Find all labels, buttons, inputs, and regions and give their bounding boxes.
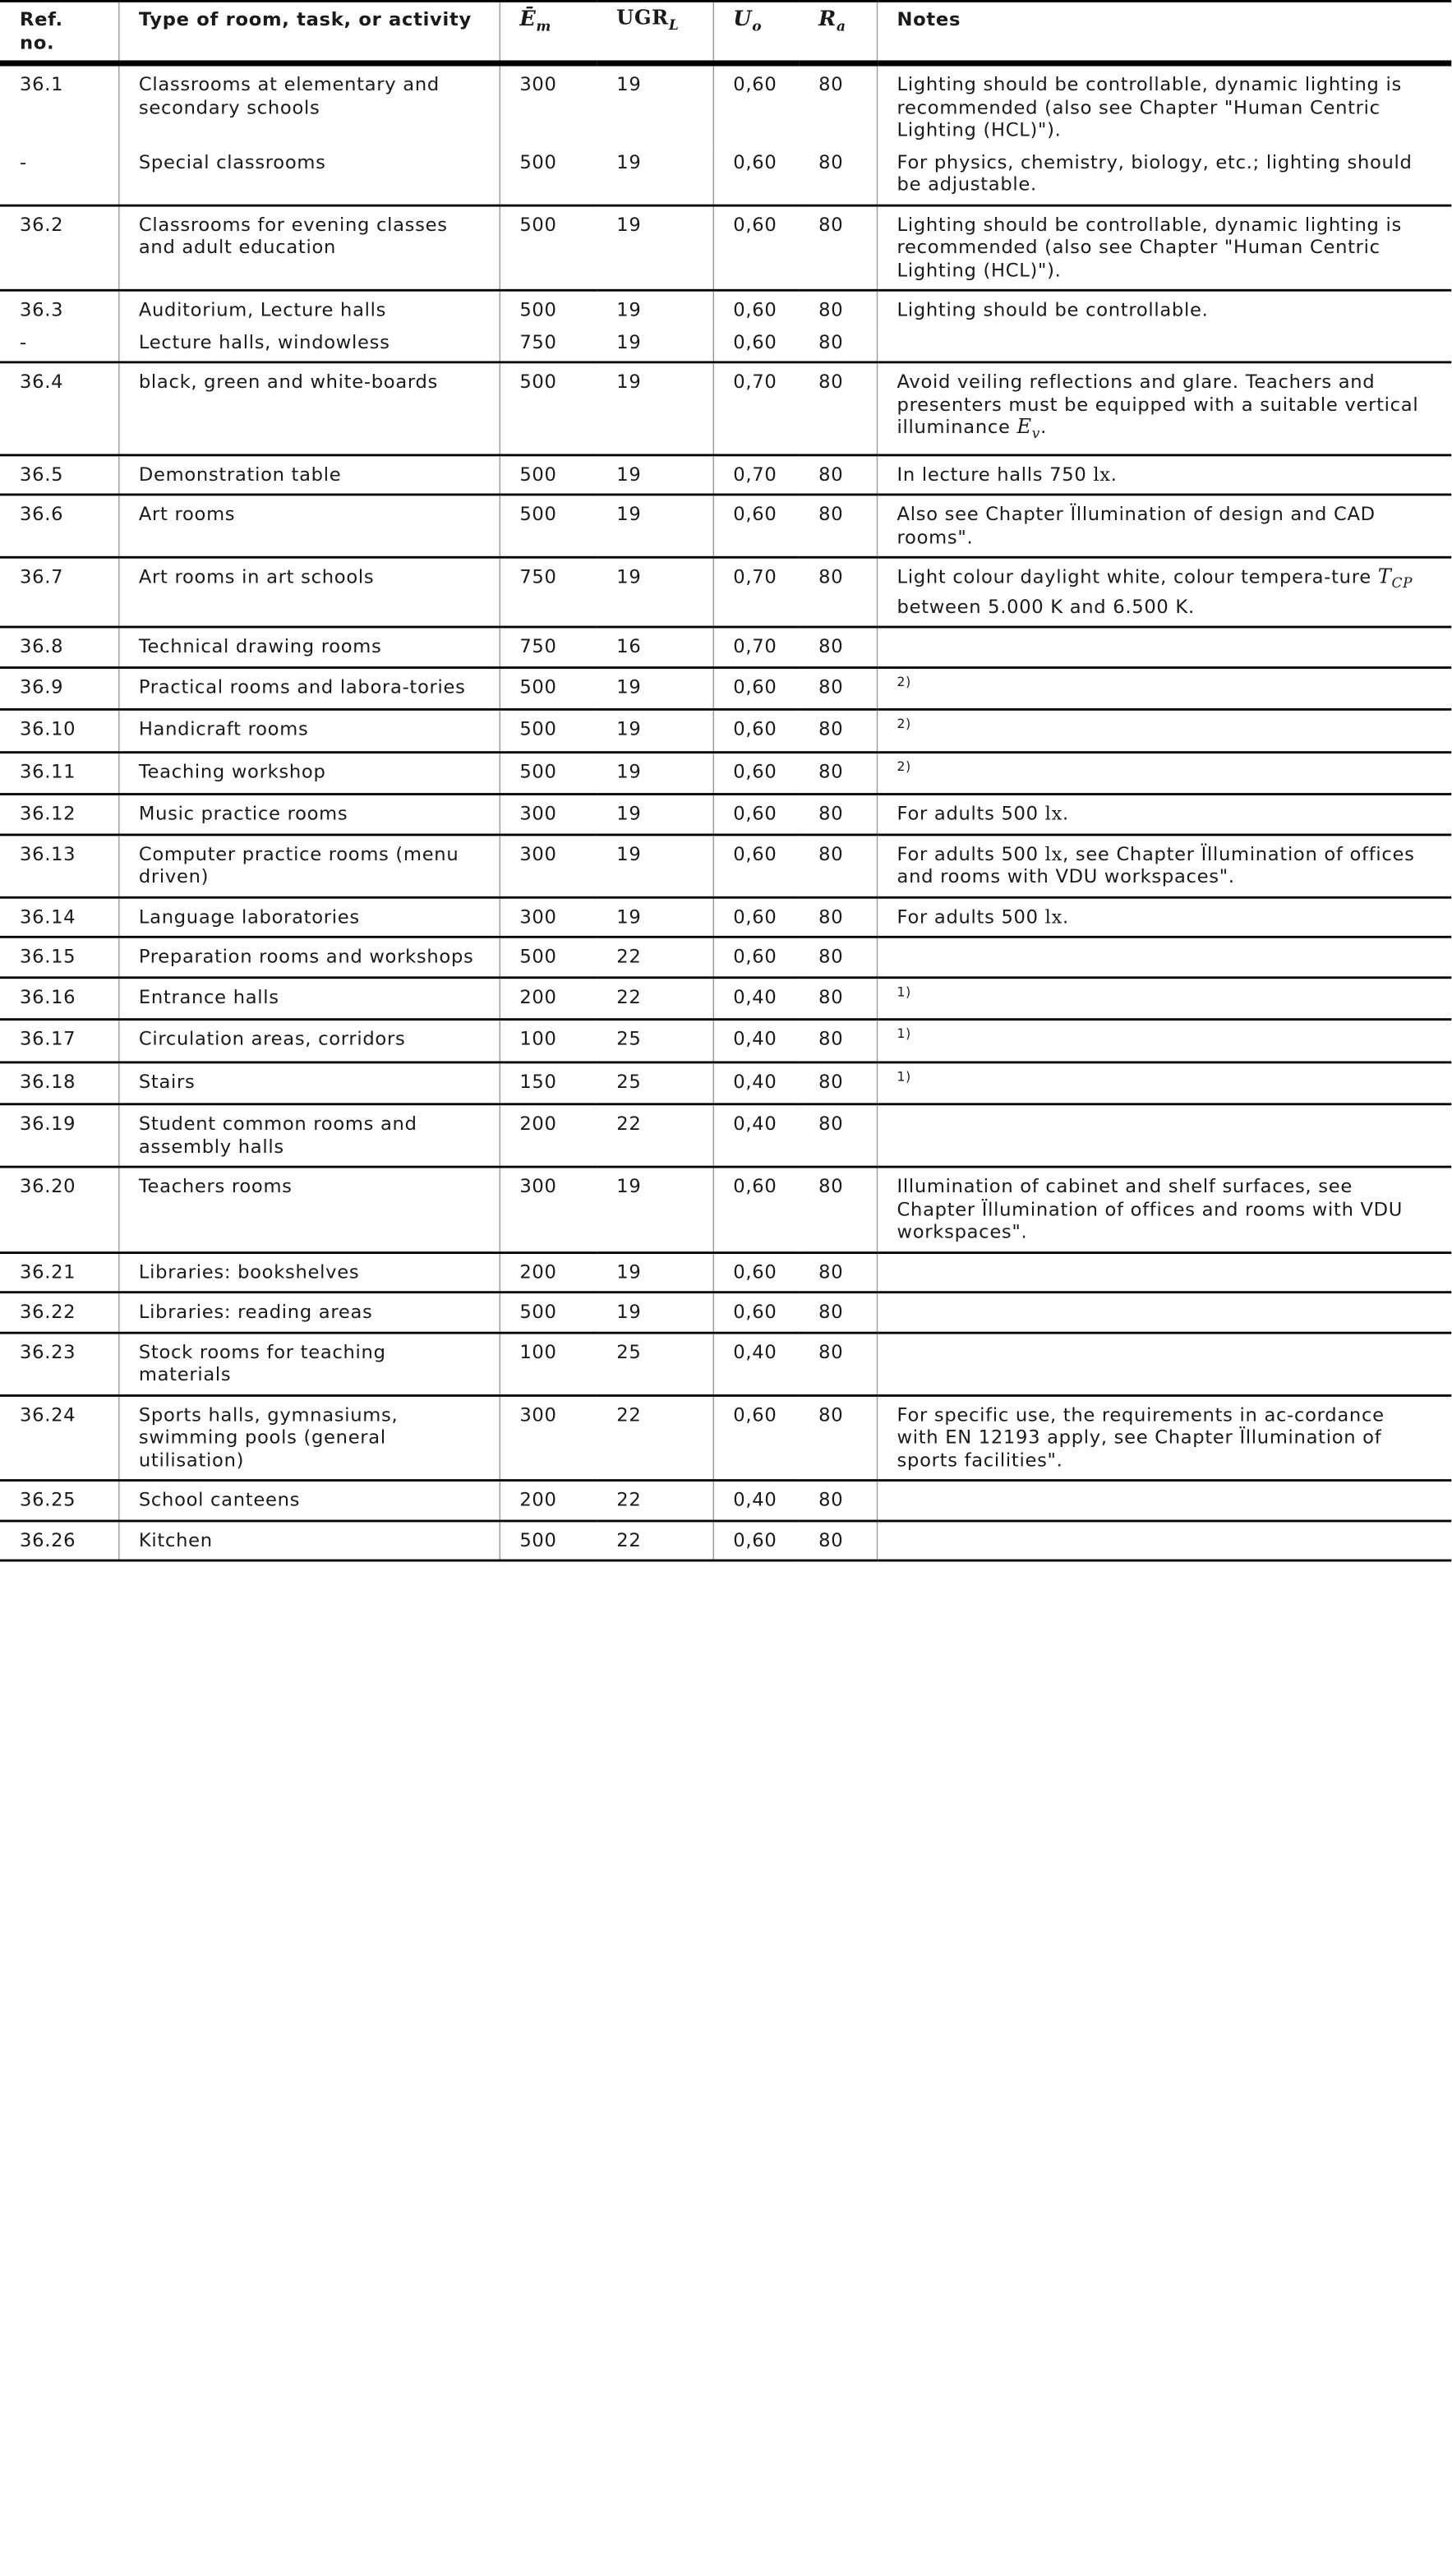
ref-no-cell: 36.26 — [0, 1521, 118, 1561]
uo-value-cell: 0,60 — [713, 752, 800, 795]
ref-no-cell: 36.12 — [0, 795, 118, 835]
em-value-cell: 500 — [500, 710, 597, 753]
notes-text: For adults 500 — [897, 842, 1039, 865]
ugr-value-cell: 16 — [597, 628, 712, 668]
uo-value-cell: 0,70 — [713, 558, 800, 628]
room-type-cell: Language laboratories — [118, 897, 499, 938]
ref-no-cell: 36.10 — [0, 710, 118, 753]
room-type-cell: Stairs — [118, 1062, 499, 1105]
notes-cell — [877, 752, 1451, 795]
em-value-cell: 300 — [500, 835, 597, 897]
ref-no-cell: 36.18 — [0, 1062, 118, 1105]
ra-value-cell: 80 — [799, 938, 877, 978]
header-colour-rendering — [799, 1, 877, 63]
room-type-cell: Music practice rooms — [118, 795, 499, 835]
em-value-cell: 500 — [500, 1293, 597, 1333]
uo-value-cell: 0,40 — [713, 1333, 800, 1395]
header-ra-subscript: a — [837, 18, 846, 35]
uo-value-cell: 0,60 — [733, 329, 777, 353]
room-type-cell: Classrooms at elementary and secondary schools — [118, 63, 499, 145]
ref-no-cell: 36.20 — [0, 1168, 118, 1253]
room-type-cell: black, green and white-boards — [118, 362, 499, 455]
notes-cell — [877, 897, 1451, 938]
ugr-value-cell: 25 — [597, 1020, 712, 1062]
uo-value-cell: 0,60 — [713, 667, 800, 710]
ref-no-cell: 36.5 — [0, 454, 118, 495]
room-type-cell: Teaching workshop — [118, 752, 499, 795]
notes-cell — [877, 290, 1451, 325]
em-value-cell: 500 — [500, 752, 597, 795]
notes-unit: lx — [1044, 905, 1063, 928]
table-row — [0, 795, 1451, 835]
ref-no-cell: - — [0, 325, 118, 362]
notes-cell — [877, 145, 1451, 205]
table-row — [0, 1168, 1451, 1253]
notes-text: Lighting should be controllable, dynamic lighting is recommended (also see Chapter "Human Centric Lighting (HCL)"). — [897, 73, 1402, 141]
ref-no-cell: 36.8 — [0, 628, 118, 668]
uo-value-cell: 0,60 — [713, 1168, 800, 1253]
ugr-value-cell: 19 — [597, 454, 712, 495]
table-header — [0, 1, 1451, 63]
em-value-cell: 100 — [500, 1020, 597, 1062]
em-value-cell: 500 — [500, 667, 597, 710]
ugr-value-cell: 19 — [597, 795, 712, 835]
room-type-cell: Circulation areas, corridors — [118, 1020, 499, 1062]
room-type-cell: Technical drawing rooms — [118, 628, 499, 668]
em-value-cell: 500 — [500, 495, 597, 557]
em-value-cell: 500 — [500, 290, 597, 325]
ra-value-cell: 80 — [799, 628, 877, 668]
uo-value-cell: 0,70 — [713, 454, 800, 495]
em-value-cell: 750 — [500, 628, 597, 668]
notes-text: For specific use, the requirements in ac-cordance with EN 12193 apply, see Chapter Ïllumination of sports facilities". — [897, 1403, 1385, 1472]
notes-text: Lighting should be controllable, dynamic lighting is recommended (also see Chapter "Human Centric Lighting (HCL)"). — [897, 213, 1402, 281]
notes-cell — [877, 938, 1451, 978]
ref-no-cell: 36.14 — [0, 897, 118, 938]
notes-cell — [877, 710, 1451, 753]
em-value-cell: 500 — [500, 454, 597, 495]
room-type-cell: Art rooms — [118, 495, 499, 557]
notes-tail: , see Chapter Ïllumination of offices and rooms with VDU workspaces". — [897, 842, 1415, 888]
em-value-cell: 500 — [500, 362, 597, 455]
room-type-cell: Practical rooms and labora-tories — [118, 667, 499, 710]
uo-value-cell: 0,60 — [713, 1252, 800, 1293]
notes-symbol-subscript: CP — [1391, 574, 1413, 592]
header-em-subscript: m — [536, 18, 552, 35]
table-row — [0, 558, 1451, 628]
footnote-marker: 1) — [897, 984, 911, 1000]
ugr-value-cell: 22 — [597, 938, 712, 978]
ref-no-cell: 36.11 — [0, 752, 118, 795]
ref-no-cell: 36.2 — [0, 205, 118, 290]
header-uo-symbol: U — [733, 7, 753, 32]
uo-value-cell: 0,40 — [713, 1104, 800, 1167]
uo-value-cell: 0,60 — [713, 710, 800, 753]
header-row — [0, 1, 1451, 63]
table-row — [0, 1395, 1451, 1481]
header-maintained-illuminance — [500, 1, 597, 63]
room-type-cell: Lecture halls, windowless — [118, 325, 499, 362]
notes-symbol: T — [1377, 565, 1392, 589]
uo-value-cell: 0,40 — [713, 1020, 800, 1062]
ra-value-cell: 80 — [799, 710, 877, 753]
header-uniformity — [713, 1, 800, 63]
uo-value-cell: 0,60 — [713, 495, 800, 557]
uo-value-cell: 0,60 — [713, 63, 800, 145]
uo-value-cell: 0,40 — [713, 978, 800, 1021]
ra-value-cell: 80 — [799, 1395, 877, 1481]
ugr-value-cell: 22 — [597, 1395, 712, 1481]
ra-value-cell: 80 — [799, 1168, 877, 1253]
uo-value-cell: 0,60 — [713, 290, 800, 325]
room-type-cell: Kitchen — [118, 1521, 499, 1561]
notes-unit: lx — [1044, 802, 1063, 825]
room-type-cell: Special classrooms — [118, 145, 499, 205]
em-value-cell: 750 — [500, 558, 597, 628]
notes-cell — [877, 205, 1451, 290]
ra-value-cell: 80 — [799, 752, 877, 795]
ra-value-cell: 80 — [799, 667, 877, 710]
ugr-value-cell: 19 — [597, 205, 712, 290]
ref-no-cell: 36.13 — [0, 835, 118, 897]
em-value-cell: 300 — [500, 1395, 597, 1481]
table-row — [0, 978, 1451, 1021]
ref-no-cell: 36.21 — [0, 1252, 118, 1293]
ra-value-cell: 80 — [799, 1252, 877, 1293]
header-ra-symbol: R — [818, 7, 837, 32]
em-value-cell: 200 — [500, 978, 597, 1021]
notes-text: For adults 500 — [897, 905, 1039, 928]
ref-no-cell: 36.4 — [0, 362, 118, 455]
notes-cell — [877, 454, 1451, 495]
ra-value-cell: 80 — [799, 495, 877, 557]
room-type-cell: Art rooms in art schools — [118, 558, 499, 628]
ugr-value-cell: 19 — [597, 63, 712, 145]
uo-value-cell: 0,60 — [713, 1293, 800, 1333]
notes-cell — [877, 835, 1451, 897]
notes-cell — [877, 495, 1451, 557]
ra-value-cell: 80 — [799, 63, 877, 145]
notes-tail: . — [1040, 415, 1047, 438]
room-type-cell: Stock rooms for teaching materials — [118, 1333, 499, 1395]
em-value-cell: 300 — [500, 63, 597, 145]
ra-value-cell: 80 — [799, 1104, 877, 1167]
table-row — [0, 667, 1451, 710]
notes-symbol-subscript: v — [1031, 425, 1041, 442]
ugr-value-cell: 19 — [597, 835, 712, 897]
ugr-value-cell: 19 — [597, 145, 712, 205]
table-row — [0, 1252, 1451, 1293]
ref-no-cell: 36.9 — [0, 667, 118, 710]
ugr-value-cell: 19 — [597, 558, 712, 628]
ugr-value-cell: 25 — [597, 1062, 712, 1105]
table-row — [0, 1293, 1451, 1333]
table-row — [0, 938, 1451, 978]
ugr-value-cell: 22 — [597, 978, 712, 1021]
ra-value-cell: 80 — [799, 362, 877, 455]
ugr-value-cell: 19 — [597, 897, 712, 938]
notes-text: Light colour daylight white, colour tempera-ture — [897, 565, 1371, 588]
ra-value-cell: 80 — [799, 205, 877, 290]
header-glare-rating — [597, 1, 712, 63]
notes-cell — [877, 1333, 1451, 1395]
table-row — [0, 1481, 1451, 1521]
room-type-cell: Entrance halls — [118, 978, 499, 1021]
ref-no-cell: - — [0, 145, 118, 205]
em-value-cell: 100 — [500, 1333, 597, 1395]
ra-value-cell: 80 — [799, 1333, 877, 1395]
ugr-value-cell: 22 — [597, 1481, 712, 1521]
notes-cell — [877, 1020, 1451, 1062]
table-row — [0, 1062, 1451, 1105]
em-value-cell: 300 — [500, 795, 597, 835]
em-value-cell: 500 — [519, 150, 557, 173]
ref-no-cell: 36.23 — [0, 1333, 118, 1395]
notes-cell — [877, 667, 1451, 710]
notes-unit: lx — [1044, 842, 1063, 865]
header-notes: Notes — [877, 1, 1451, 63]
table-row — [0, 752, 1451, 795]
ref-no-cell: 36.6 — [0, 495, 118, 557]
ref-no-cell: 36.17 — [0, 1020, 118, 1062]
notes-tail: between 5.000 K and 6.500 K. — [897, 595, 1195, 618]
ref-no-cell: 36.1 — [0, 63, 118, 145]
notes-cell — [877, 1293, 1451, 1333]
notes-tail: . — [1110, 463, 1118, 486]
table-row — [0, 325, 1451, 362]
ra-value-cell: 80 — [799, 1481, 877, 1521]
uo-value-cell: 0,60 — [713, 938, 800, 978]
room-type-cell: Handicraft rooms — [118, 710, 499, 753]
footnote-marker: 1) — [897, 1026, 911, 1042]
notes-text: Lighting should be controllable. — [897, 298, 1209, 320]
ref-no-cell: 36.22 — [0, 1293, 118, 1333]
em-value-cell: 750 — [519, 329, 557, 353]
room-type-cell: Sports halls, gymnasiums, swimming pools (general utilisation) — [118, 1395, 499, 1481]
ra-value-cell: 80 — [799, 978, 877, 1021]
header-ref-no: Ref. no. — [0, 1, 118, 63]
em-value-cell: 200 — [500, 1252, 597, 1293]
ra-value-cell: 80 — [799, 1062, 877, 1105]
em-value-cell: 300 — [500, 897, 597, 938]
uo-value-cell: 0,70 — [713, 628, 800, 668]
notes-cell — [877, 63, 1451, 145]
notes-text: Also see Chapter Ïllumination of design and CAD rooms". — [897, 503, 1376, 548]
ra-value-cell: 80 — [799, 1020, 877, 1062]
ref-no-cell: 36.15 — [0, 938, 118, 978]
table-row — [0, 835, 1451, 897]
table-row — [0, 454, 1451, 495]
notes-tail: . — [1062, 905, 1069, 928]
table-row — [0, 495, 1451, 557]
notes-text: Illumination of cabinet and shelf surfaces, see Chapter Ïllumination of offices and rooms with VDU workspaces". — [897, 1175, 1404, 1243]
em-value-cell: 150 — [500, 1062, 597, 1105]
ugr-value-cell: 22 — [597, 1104, 712, 1167]
em-value-cell: 300 — [500, 1168, 597, 1253]
notes-symbol: E — [1016, 415, 1032, 440]
ra-value-cell: 80 — [799, 897, 877, 938]
room-type-cell: Classrooms for evening classes and adult education — [118, 205, 499, 290]
table-row — [0, 1521, 1451, 1561]
uo-value-cell: 0,40 — [713, 1062, 800, 1105]
table-row — [0, 145, 1451, 205]
notes-cell — [877, 558, 1451, 628]
ra-value-cell: 80 — [799, 1521, 877, 1561]
notes-cell — [877, 325, 1451, 362]
ugr-value-cell: 19 — [597, 710, 712, 753]
notes-cell — [877, 1168, 1451, 1253]
ugr-value-cell: 25 — [597, 1333, 712, 1395]
ref-no-cell: 36.3 — [0, 290, 118, 325]
ugr-value-cell: 19 — [597, 362, 712, 455]
notes-cell — [877, 978, 1451, 1021]
footnote-marker: 2) — [897, 758, 911, 775]
ra-value-cell: 80 — [799, 795, 877, 835]
table-row — [0, 710, 1451, 753]
header-type-of-room: Type of room, task, or activity — [118, 1, 499, 63]
notes-cell — [877, 1252, 1451, 1293]
notes-text: For adults 500 — [897, 802, 1039, 825]
table-row — [0, 63, 1451, 145]
room-type-cell: Student common rooms and assembly halls — [118, 1104, 499, 1167]
ref-no-cell: 36.19 — [0, 1104, 118, 1167]
notes-cell — [877, 795, 1451, 835]
room-type-cell: School canteens — [118, 1481, 499, 1521]
uo-value-cell: 0,60 — [713, 1395, 800, 1481]
uo-value-cell: 0,40 — [713, 1481, 800, 1521]
notes-cell — [877, 628, 1451, 668]
table-row — [0, 628, 1451, 668]
ra-value-cell: 80 — [799, 558, 877, 628]
ugr-value-cell: 19 — [597, 1252, 712, 1293]
room-type-cell: Auditorium, Lecture halls — [118, 290, 499, 325]
notes-cell — [877, 362, 1451, 455]
notes-cell — [877, 1395, 1451, 1481]
ugr-value-cell: 19 — [597, 325, 712, 362]
ref-no-cell: 36.16 — [0, 978, 118, 1021]
header-uo-subscript: o — [752, 18, 763, 35]
table-row — [0, 1333, 1451, 1395]
table-row — [0, 1104, 1451, 1167]
table-row — [0, 290, 1451, 325]
footnote-marker: 2) — [897, 674, 911, 690]
ref-no-cell: 36.7 — [0, 558, 118, 628]
room-type-cell: Preparation rooms and workshops — [118, 938, 499, 978]
notes-cell — [877, 1104, 1451, 1167]
em-value-cell: 500 — [500, 1521, 597, 1561]
notes-text: Avoid veiling reflections and glare. Teachers and presenters must be equipped with a suitable vertical illuminance — [897, 370, 1419, 438]
ugr-value-cell: 19 — [597, 752, 712, 795]
footnote-marker: 1) — [897, 1069, 911, 1085]
table-row — [0, 897, 1451, 938]
ugr-value-cell: 19 — [597, 1293, 712, 1333]
room-type-cell: Computer practice rooms (menu driven) — [118, 835, 499, 897]
room-type-cell: Libraries: reading areas — [118, 1293, 499, 1333]
ugr-value-cell: 19 — [597, 1168, 712, 1253]
header-ugr-symbol: UGR — [616, 7, 669, 30]
ra-value-cell: 80 — [799, 290, 877, 325]
header-ugr-subscript: L — [668, 16, 680, 34]
ugr-value-cell: 19 — [597, 495, 712, 557]
table-row — [0, 362, 1451, 455]
notes-text: For physics, chemistry, biology, etc.; lighting should be adjustable. — [897, 150, 1413, 196]
ugr-value-cell: 22 — [597, 1521, 712, 1561]
ra-value-cell: 80 — [799, 1293, 877, 1333]
header-em-symbol: Ē — [519, 7, 537, 32]
ra-value-cell: 80 — [799, 145, 877, 205]
notes-tail: . — [1062, 802, 1069, 825]
uo-value-cell: 0,60 — [713, 1521, 800, 1561]
em-value-cell: 200 — [500, 1481, 597, 1521]
ref-no-cell: 36.24 — [0, 1395, 118, 1481]
notes-cell — [877, 1062, 1451, 1105]
uo-value-cell: 0,60 — [713, 205, 800, 290]
ra-value-cell: 80 — [799, 454, 877, 495]
footnote-marker: 2) — [897, 717, 911, 732]
notes-unit: lx — [1093, 463, 1111, 486]
ref-no-cell: 36.25 — [0, 1481, 118, 1521]
notes-cell — [877, 1481, 1451, 1521]
ra-value-cell: 80 — [799, 835, 877, 897]
table-row — [0, 205, 1451, 290]
room-type-cell: Teachers rooms — [118, 1168, 499, 1253]
ugr-value-cell: 19 — [597, 667, 712, 710]
table-body — [0, 63, 1451, 1561]
room-type-cell: Libraries: bookshelves — [118, 1252, 499, 1293]
uo-value-cell: 0,60 — [713, 795, 800, 835]
notes-text: In lecture halls 750 — [897, 463, 1087, 486]
table-row — [0, 1020, 1451, 1062]
room-type-cell: Demonstration table — [118, 454, 499, 495]
uo-value-cell: 0,70 — [713, 362, 800, 455]
uo-value-cell: 0,60 — [713, 897, 800, 938]
em-value-cell: 500 — [500, 205, 597, 290]
ugr-value-cell: 19 — [597, 290, 712, 325]
uo-value-cell: 0,60 — [713, 835, 800, 897]
em-value-cell: 500 — [500, 938, 597, 978]
em-value-cell: 200 — [500, 1104, 597, 1167]
ra-value-cell: 80 — [799, 325, 877, 362]
notes-cell — [877, 1521, 1451, 1561]
uo-value-cell: 0,60 — [733, 150, 777, 173]
